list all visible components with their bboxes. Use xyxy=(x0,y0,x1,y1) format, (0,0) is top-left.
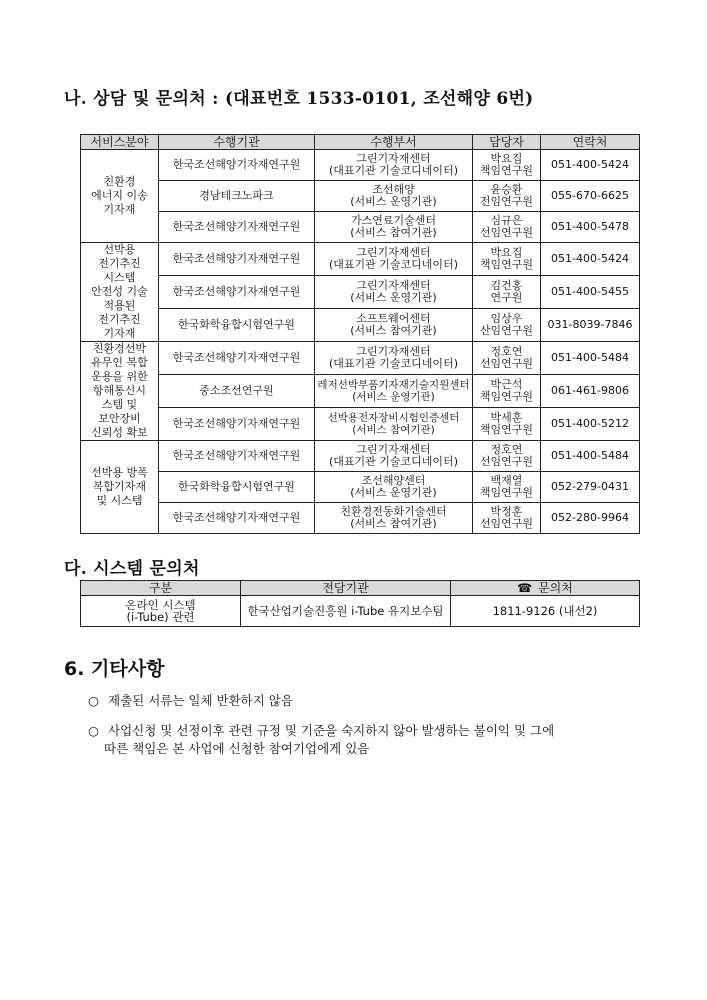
table-row xyxy=(81,408,640,441)
person-cell: 박정훈 선임연구원 xyxy=(473,503,541,534)
phone-cell: 051-400-5424 xyxy=(541,243,640,276)
person-cell: 박요집 책임연구원 xyxy=(473,150,541,181)
dept-cell: 친환경전동화기술센터 (서비스 참여기관) xyxy=(315,503,473,534)
table-row xyxy=(81,596,640,627)
section-title-other: 6. 기타사항 xyxy=(64,658,165,680)
dept-cell: 선박용전자장비시험인증센터 (서비스 참여기관) xyxy=(315,408,473,441)
org-cell: 경남테크노파크 xyxy=(159,181,315,212)
person-cell: 박요집 책임연구원 xyxy=(473,243,541,276)
service-category: 친환경 에너지 이송 기자재 xyxy=(81,150,159,243)
dept-cell: 그린기자재센터 (대표기관 기술코디네이터) xyxy=(315,342,473,375)
org-cell: 한국조선해양기자재연구원 xyxy=(159,243,315,276)
header-cell: 담당자 xyxy=(473,135,541,150)
phone-cell: 051-400-5424 xyxy=(541,150,640,181)
phone-cell: 055-670-6625 xyxy=(541,181,640,212)
org-cell: 한국조선해양기자재연구원 xyxy=(159,503,315,534)
org-cell: 한국조선해양기자재연구원 xyxy=(159,150,315,181)
phone-cell: 051-400-5455 xyxy=(541,276,640,309)
person-cell: 박세훈 책임연구원 xyxy=(473,408,541,441)
header-cell: 수행부서 xyxy=(315,135,473,150)
dept-cell: 그린기자재센터 (대표기관 기술코디네이터) xyxy=(315,243,473,276)
dept-cell: 그린기자재센터 (대표기관 기술코디네이터) xyxy=(315,150,473,181)
person-cell: 윤승환 전임연구원 xyxy=(473,181,541,212)
dept-cell: 레저선박부품기자재기술지원센터 (서비스 운영기관) xyxy=(315,375,473,408)
system-contact-table xyxy=(80,580,640,627)
dept-cell: 조선해양센터 (서비스 운영기관) xyxy=(315,472,473,503)
header-cell: 전담기관 xyxy=(241,581,451,596)
table-row xyxy=(81,181,640,212)
service-category: 선박용 전기추진 시스템 안전성 기술 적용된 전기추진 기자재 xyxy=(81,243,159,342)
person-cell: 김건홍 연구원 xyxy=(473,276,541,309)
person-cell: 정호연 선임연구원 xyxy=(473,441,541,472)
table-row xyxy=(81,309,640,342)
dept-cell: 그린기자재센터 (서비스 운영기관) xyxy=(315,276,473,309)
table-row xyxy=(81,276,640,309)
phone-cell: 031-8039-7846 xyxy=(541,309,640,342)
person-cell: 임상우 산임연구원 xyxy=(473,309,541,342)
org-cell: 중소조선연구원 xyxy=(159,375,315,408)
table-row xyxy=(81,150,640,181)
bullet-marker: ○ xyxy=(88,693,99,708)
phone-cell: 051-400-5478 xyxy=(541,212,640,243)
header-cell: 수행기관 xyxy=(159,135,315,150)
phone-cell: 051-400-5212 xyxy=(541,408,640,441)
table-header-row xyxy=(81,581,640,596)
list-item: ○ 사업신청 및 선정이후 관련 규정 및 기준을 숙지하지 않아 발생하는 불이익 및 그에 따른 책임은 본 사업에 신청한 참여기업에게 있음 xyxy=(88,723,555,756)
header-cell: 서비스분야 xyxy=(81,135,159,150)
table-row xyxy=(81,503,640,534)
org-cell: 한국조선해양기자재연구원 xyxy=(159,276,315,309)
phone-cell: 052-279-0431 xyxy=(541,472,640,503)
org-cell: 한국조선해양기자재연구원 xyxy=(159,441,315,472)
service-category: 선박용 방폭 복합기자재 및 시스템 xyxy=(81,441,159,534)
table-header-row xyxy=(81,135,640,150)
section-title-system: 다. 시스템 문의처 xyxy=(64,559,200,579)
org-cell: 한국화학융합시험연구원 xyxy=(159,309,315,342)
person-cell: 백재열 책임연구원 xyxy=(473,472,541,503)
phone-cell: 051-400-5484 xyxy=(541,441,640,472)
header-cell: 연락처 xyxy=(541,135,640,150)
person-cell: 정호연 선임연구원 xyxy=(473,342,541,375)
phone-cell: 061-461-9806 xyxy=(541,375,640,408)
list-item: ○ 제출된 서류는 일체 반환하지 않음 xyxy=(88,693,293,708)
bullet-marker: ○ xyxy=(88,723,99,738)
table-row xyxy=(81,243,640,276)
dept-cell: 그린기자재센터 (대표기관 기술코디네이터) xyxy=(315,441,473,472)
table-row xyxy=(81,342,640,375)
table-row xyxy=(81,441,640,472)
person-cell: 심규은 선임연구원 xyxy=(473,212,541,243)
category-cell: 온라인 시스템 (i-Tube) 관련 xyxy=(81,596,241,627)
phone-cell: 1811-9126 (내선2) xyxy=(451,596,640,627)
section-title-contact: 나. 상담 및 문의처 : (대표번호 1533-0101, 조선해양 6번) xyxy=(64,89,534,109)
service-category: 친환경선박 유무인 복합 운용을 위한 항해통신시 스템 및 보안장비 신뢰성 확보 xyxy=(81,342,159,441)
phone-cell: 051-400-5484 xyxy=(541,342,640,375)
dept-cell: 소프트웨어센터 (서비스 참여기관) xyxy=(315,309,473,342)
org-cell: 한국조선해양기자재연구원 xyxy=(159,342,315,375)
org-cell: 한국산업기술진흥원 i-Tube 유지보수팀 xyxy=(241,596,451,627)
org-cell: 한국조선해양기자재연구원 xyxy=(159,212,315,243)
table-row xyxy=(81,212,640,243)
table-row xyxy=(81,375,640,408)
contact-table xyxy=(80,134,640,534)
phone-icon: ☎ xyxy=(517,580,533,595)
table-row xyxy=(81,472,640,503)
phone-cell: 052-280-9964 xyxy=(541,503,640,534)
header-cell: ☎ 문의처 xyxy=(451,581,640,596)
org-cell: 한국화학융합시험연구원 xyxy=(159,472,315,503)
dept-cell: 가스연료기술센터 (서비스 참여기관) xyxy=(315,212,473,243)
dept-cell: 조선해양 (서비스 운영기관) xyxy=(315,181,473,212)
person-cell: 박근석 책임연구원 xyxy=(473,375,541,408)
header-cell: 구분 xyxy=(81,581,241,596)
org-cell: 한국조선해양기자재연구원 xyxy=(159,408,315,441)
